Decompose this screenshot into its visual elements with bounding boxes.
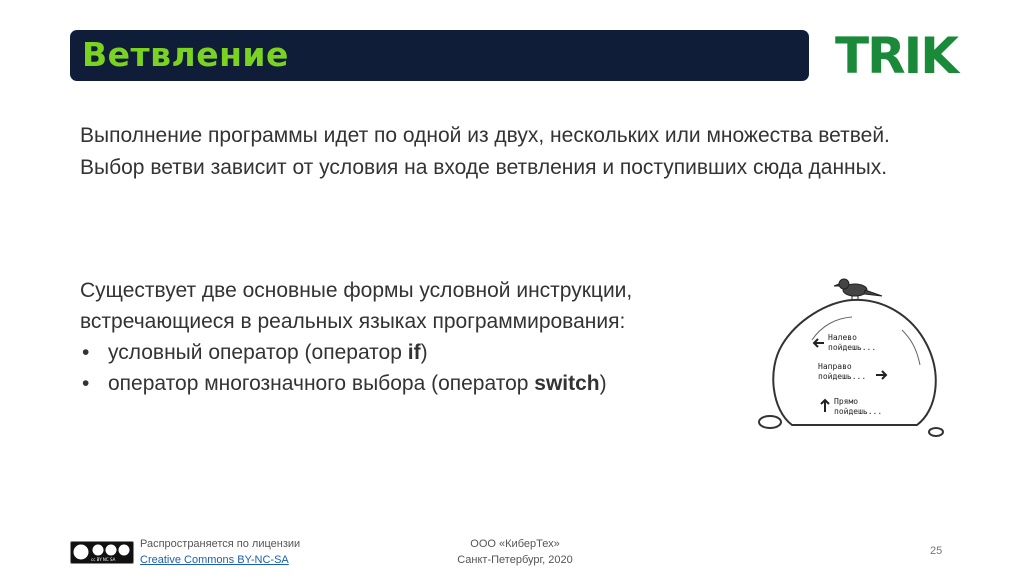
- pebble-left: [759, 416, 781, 428]
- trik-logo: TRIK: [835, 27, 957, 85]
- forms-line-1: Существует две основные формы условной инструкции,: [80, 279, 633, 302]
- sign-left-2: пойдешь...: [828, 343, 877, 352]
- forms-paragraph: [80, 275, 740, 399]
- title-bar: [70, 30, 809, 81]
- sign-right-2: пойдешь...: [818, 372, 867, 381]
- org-city-year: Санкт-Петербург, 2020: [457, 554, 573, 566]
- crossroads-stone-illustration: [752, 270, 952, 445]
- cc-license-badge[interactable]: [70, 541, 134, 564]
- org-info: [440, 536, 590, 568]
- license-link[interactable]: Creative Commons BY-NC-SA: [140, 554, 289, 566]
- license-text: Распространяется по лицензии: [140, 538, 301, 550]
- sign-left-1: Налево: [828, 333, 857, 342]
- page-number: 25: [930, 545, 943, 557]
- cc-badge-text: cc BY NC SA: [91, 557, 116, 562]
- pebble-right: [929, 428, 943, 436]
- org-name: ООО «КиберТех»: [470, 538, 560, 550]
- sign-right-1: Направо: [818, 362, 852, 371]
- keyword-if: if: [407, 341, 421, 364]
- bullet-item-switch: • оператор многозначного выбора (оператор switch): [80, 368, 740, 399]
- bullet-list: [80, 337, 740, 399]
- bird-icon: [834, 279, 882, 300]
- bullet-item-if: • условный оператор (оператор if): [80, 337, 740, 368]
- sign-straight-2: пойдешь...: [834, 407, 883, 416]
- license-info: [140, 536, 300, 568]
- sign-straight-1: Прямо: [834, 397, 859, 406]
- slide-title: Ветвление: [82, 35, 289, 74]
- forms-line-2: встречающиеся в реальных языках программирования:: [80, 310, 626, 333]
- intro-paragraph: Выполнение программы идет по одной из двух, нескольких или множества ветвей. Выбор ветви зависит от условия на входе ветвления и поступивших сюда данных.: [80, 124, 890, 179]
- keyword-switch: switch: [534, 372, 600, 395]
